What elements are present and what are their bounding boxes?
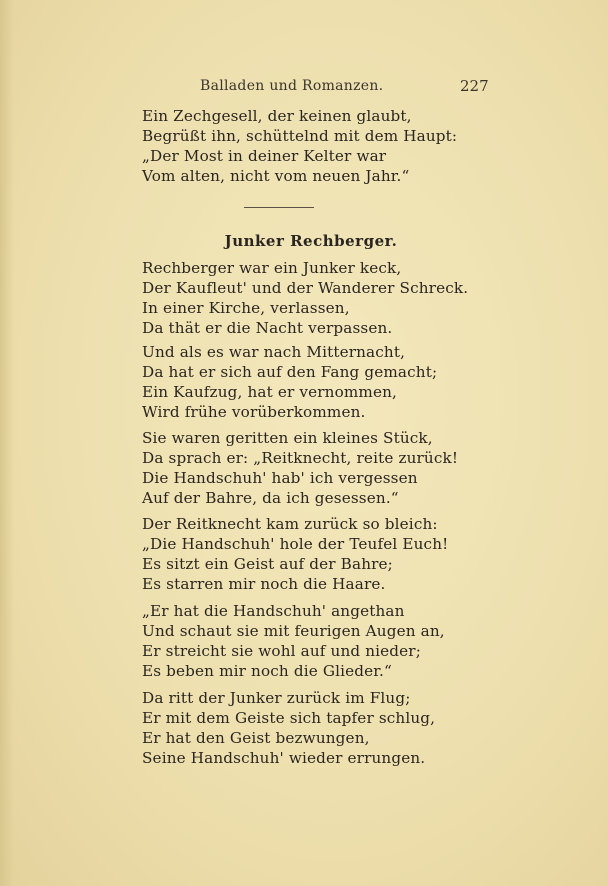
verse-line: Da thät er die Nacht verpassen.: [142, 319, 393, 337]
verse-line: Wird frühe vorüberkommen.: [142, 403, 366, 421]
verse-line: Er hat den Geist bezwungen,: [142, 729, 370, 747]
page-gutter-shadow: [0, 0, 14, 886]
verse-line: Und als es war nach Mitternacht,: [142, 343, 406, 361]
verse-line: Begrüßt ihn, schüttelnd mit dem Haupt:: [142, 127, 458, 145]
verse-line: Sie waren geritten ein kleines Stück,: [142, 429, 433, 447]
section-divider: [244, 207, 314, 208]
stanza-2: [142, 342, 482, 422]
verse-line: „Der Most in deiner Kelter war: [142, 147, 387, 165]
verse-line: Ein Kaufzug, hat er vernommen,: [142, 383, 398, 401]
verse-line: Der Reitknecht kam zurück so bleich:: [142, 515, 438, 533]
verse-line: Es starren mir noch die Haare.: [142, 575, 386, 593]
verse-line: Es sitzt ein Geist auf der Bahre;: [142, 555, 393, 573]
verse-line: Er streicht sie wohl auf und nieder;: [142, 642, 421, 660]
verse-line: Seine Handschuh' wieder errungen.: [142, 749, 426, 767]
poem-title: Junker Rechberger.: [224, 232, 398, 250]
stanza-3: [142, 428, 482, 508]
verse-line: Vom alten, nicht vom neuen Jahr.“: [142, 167, 410, 185]
verse-line: Rechberger war ein Junker keck,: [142, 259, 402, 277]
verse-line: Er mit dem Geiste sich tapfer schlug,: [142, 709, 436, 727]
verse-line: Ein Zechgesell, der keinen glaubt,: [142, 107, 412, 125]
verse-line: Auf der Bahre, da ich gesessen.“: [142, 489, 399, 507]
intro-stanza: [142, 106, 482, 186]
verse-line: Da hat er sich auf den Fang gemacht;: [142, 363, 438, 381]
page-header: [0, 78, 608, 100]
verse-line: Der Kaufleut' und der Wanderer Schreck.: [142, 279, 469, 297]
verse-line: „Er hat die Handschuh' angethan: [142, 602, 405, 620]
running-head: Balladen und Romanzen.: [200, 78, 384, 94]
stanza-6: [142, 688, 482, 768]
stanza-5: [142, 601, 482, 681]
verse-line: In einer Kirche, verlassen,: [142, 299, 350, 317]
page-number: 227: [460, 77, 489, 95]
stanza-1: [142, 258, 482, 338]
verse-line: Da ritt der Junker zurück im Flug;: [142, 689, 411, 707]
verse-line: „Die Handschuh' hole der Teufel Euch!: [142, 535, 449, 553]
verse-line: Die Handschuh' hab' ich vergessen: [142, 469, 418, 487]
verse-line: Da sprach er: „Reitknecht, reite zurück!: [142, 449, 459, 467]
verse-line: Und schaut sie mit feurigen Augen an,: [142, 622, 445, 640]
stanza-4: [142, 514, 482, 594]
verse-line: Es beben mir noch die Glieder.“: [142, 662, 392, 680]
